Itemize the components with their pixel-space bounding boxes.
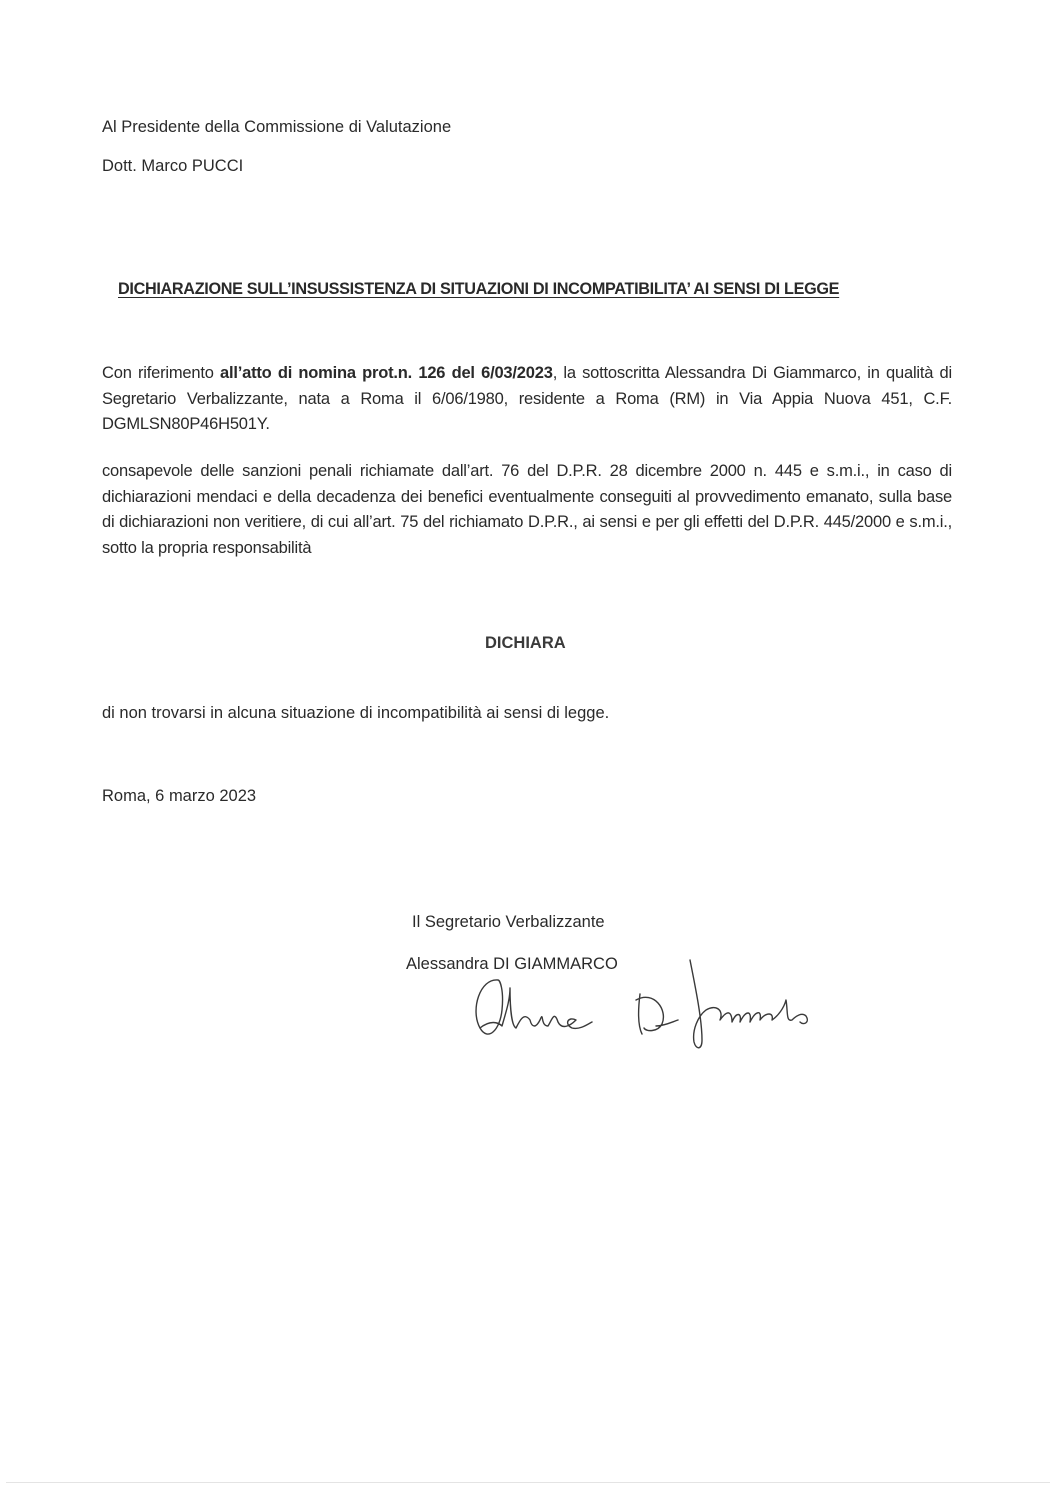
signatory-role: Il Segretario Verbalizzante: [412, 913, 605, 931]
declaration-statement: di non trovarsi in alcuna situazione di incompatibilità ai sensi di legge.: [102, 704, 610, 722]
place-and-date: Roma, 6 marzo 2023: [102, 787, 257, 805]
signatory-name: Alessandra DI GIAMMARCO: [406, 955, 618, 973]
signature-stroke-surname: [690, 960, 807, 1048]
paragraph-awareness: consapevole delle sanzioni penali richiamate dall’art. 76 del D.P.R. 28 dicembre 2000 n. 445 e s.m.i., in caso di dichiarazioni mendaci e della decadenza dei benefici eventualmente conseguiti al provvedimento emanato, sulla base di dichiarazioni non veritiere, di cui all’art. 75 del richiamato D.P.R., ai sensi e per gli effetti del D.P.R. 445/2000 e s.m.i., sotto la propria responsabilità: [102, 462, 952, 557]
paragraph-reference: [102, 361, 952, 438]
recipient-line-2: Dott. Marco PUCCI: [102, 157, 244, 175]
handwritten-signature: [440, 950, 840, 1060]
page-bottom-edge: [6, 1482, 1050, 1483]
signature-stroke-first-name: [476, 980, 592, 1034]
document-title: DICHIARAZIONE SULL’INSUSSISTENZA DI SITUAZIONI DI INCOMPATIBILITA’ AI SENSI DI LEGGE: [118, 279, 840, 298]
declares-heading: DICHIARA: [485, 634, 566, 652]
paragraph-reference-suffix: , la sottoscritta Alessandra Di Giammarco, in qualità di Segretario Verbalizzante, nata a Roma il 6/06/1980, residente a Roma (RM) in Via Appia Nuova 451, C.F. DGMLSN80P46H501Y.: [102, 364, 952, 433]
recipient-line-1: Al Presidente della Commissione di Valutazione: [102, 118, 452, 136]
signature-stroke-initial: [636, 994, 678, 1034]
paragraph-reference-bold: all’atto di nomina prot.n. 126 del 6/03/2023: [219, 364, 553, 382]
paragraph-reference-prefix: Con riferimento: [102, 364, 220, 382]
